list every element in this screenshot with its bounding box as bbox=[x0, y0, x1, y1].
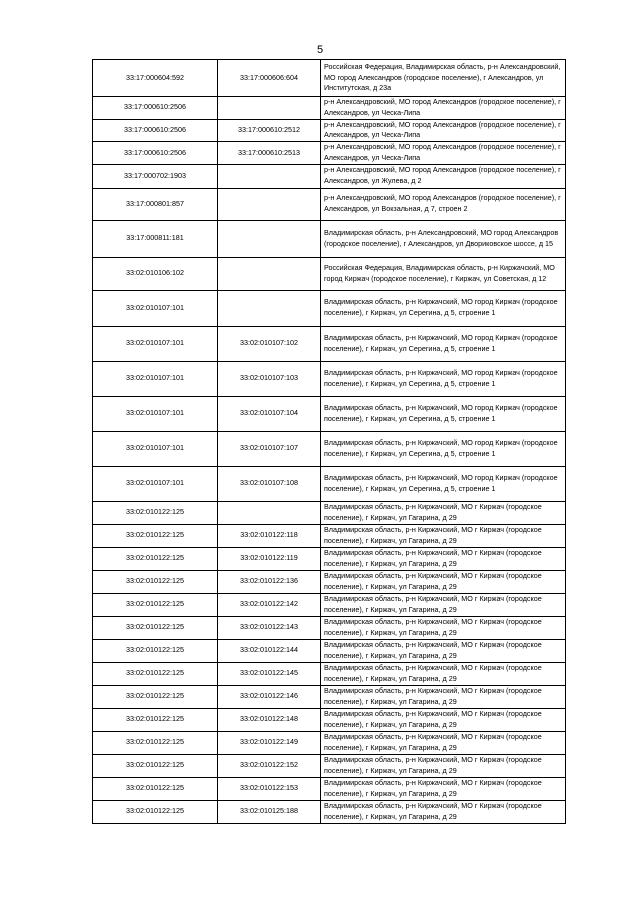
parent-cadastral-number: 33:02:010122:125 bbox=[93, 685, 218, 708]
parent-cadastral-number: 33:02:010122:125 bbox=[93, 616, 218, 639]
address-cell: Владимирская область, р-н Киржачский, МО город Киржач (городское поселение), г Киржач, ул Серегина, д 5, строение 1 bbox=[321, 431, 566, 466]
parent-cadastral-number: 33:02:010107:101 bbox=[93, 396, 218, 431]
child-cadastral-number bbox=[218, 188, 321, 220]
address-cell: Российская Федерация, Владимирская область, р-н Киржачский, МО город Киржач (городское поселение), г Киржач, ул Советская, д 12 bbox=[321, 257, 566, 290]
child-cadastral-number bbox=[218, 220, 321, 257]
parent-cadastral-number: 33:02:010107:101 bbox=[93, 361, 218, 396]
address-cell: Владимирская область, р-н Киржачский, МО г Киржач (городское поселение), г Киржач, ул Гагарина, д 29 bbox=[321, 708, 566, 731]
address-cell: Владимирская область, р-н Киржачский, МО г Киржач (городское поселение), г Киржач, ул Гагарина, д 29 bbox=[321, 616, 566, 639]
parent-cadastral-number: 33:02:010122:125 bbox=[93, 524, 218, 547]
parent-cadastral-number: 33:02:010122:125 bbox=[93, 501, 218, 524]
child-cadastral-number: 33:02:010122:136 bbox=[218, 570, 321, 593]
table-row bbox=[93, 361, 566, 396]
child-cadastral-number: 33:02:010107:107 bbox=[218, 431, 321, 466]
child-cadastral-number: 33:02:010107:103 bbox=[218, 361, 321, 396]
parent-cadastral-number: 33:02:010122:125 bbox=[93, 639, 218, 662]
table-row bbox=[93, 257, 566, 290]
table-row bbox=[93, 731, 566, 754]
address-cell: Владимирская область, р-н Киржачский, МО г Киржач (городское поселение), г Киржач, ул Гагарина, д 29 bbox=[321, 662, 566, 685]
parent-cadastral-number: 33:02:010122:125 bbox=[93, 662, 218, 685]
parent-cadastral-number: 33:02:010122:125 bbox=[93, 731, 218, 754]
child-cadastral-number: 33:02:010122:142 bbox=[218, 593, 321, 616]
address-cell: Владимирская область, р-н Киржачский, МО город Киржач (городское поселение), г Киржач, ул Серегина, д 5, строение 1 bbox=[321, 361, 566, 396]
parent-cadastral-number: 33:17:000610:2506 bbox=[93, 119, 218, 142]
address-cell: Владимирская область, р-н Киржачский, МО г Киржач (городское поселение), г Киржач, ул Гагарина, д 29 bbox=[321, 593, 566, 616]
table-row bbox=[93, 639, 566, 662]
parent-cadastral-number: 33:02:010122:125 bbox=[93, 777, 218, 800]
child-cadastral-number: 33:17:000606:604 bbox=[218, 60, 321, 97]
address-cell: р-н Александровский, МО город Александров (городское поселение), г Александров, ул Жулева, д 2 bbox=[321, 164, 566, 188]
table-row bbox=[93, 97, 566, 120]
child-cadastral-number bbox=[218, 164, 321, 188]
table-row bbox=[93, 396, 566, 431]
parent-cadastral-number: 33:17:000702:1903 bbox=[93, 164, 218, 188]
table-row bbox=[93, 290, 566, 326]
parent-cadastral-number: 33:17:000811:181 bbox=[93, 220, 218, 257]
child-cadastral-number: 33:02:010122:152 bbox=[218, 754, 321, 777]
address-cell: Владимирская область, р-н Киржачский, МО г Киржач (городское поселение), г Киржач, ул Гагарина, д 29 bbox=[321, 731, 566, 754]
parent-cadastral-number: 33:02:010107:101 bbox=[93, 431, 218, 466]
parent-cadastral-number: 33:02:010107:101 bbox=[93, 326, 218, 361]
parent-cadastral-number: 33:17:000610:2506 bbox=[93, 142, 218, 165]
table-row bbox=[93, 570, 566, 593]
address-cell: Владимирская область, р-н Киржачский, МО город Киржач (городское поселение), г Киржач, ул Серегина, д 5, строение 1 bbox=[321, 396, 566, 431]
table-row bbox=[93, 431, 566, 466]
address-cell: р-н Александровский, МО город Александров (городское поселение), г Александров, ул Ческа-Липа bbox=[321, 97, 566, 120]
parent-cadastral-number: 33:17:000610:2506 bbox=[93, 97, 218, 120]
table-body bbox=[93, 60, 566, 824]
table-row bbox=[93, 708, 566, 731]
parent-cadastral-number: 33:02:010122:125 bbox=[93, 754, 218, 777]
table-row bbox=[93, 593, 566, 616]
table-row bbox=[93, 524, 566, 547]
parent-cadastral-number: 33:02:010122:125 bbox=[93, 708, 218, 731]
address-cell: Владимирская область, р-н Александровский, МО город Александров (городское поселение), г Александров, ул Двориковское шоссе, д 15 bbox=[321, 220, 566, 257]
child-cadastral-number: 33:02:010122:119 bbox=[218, 547, 321, 570]
table-row bbox=[93, 616, 566, 639]
address-cell: Владимирская область, р-н Киржачский, МО город Киржач (городское поселение), г Киржач, ул Серегина, д 5, строение 1 bbox=[321, 290, 566, 326]
address-cell: Владимирская область, р-н Киржачский, МО г Киржач (городское поселение), г Киржач, ул Гагарина, д 29 bbox=[321, 754, 566, 777]
child-cadastral-number bbox=[218, 97, 321, 120]
table-row bbox=[93, 142, 566, 165]
child-cadastral-number bbox=[218, 257, 321, 290]
address-cell: р-н Александровский, МО город Александров (городское поселение), г Александров, ул Ческа-Липа bbox=[321, 142, 566, 165]
parent-cadastral-number: 33:02:010107:101 bbox=[93, 290, 218, 326]
address-cell: Владимирская область, р-н Киржачский, МО г Киржач (городское поселение), г Киржач, ул Гагарина, д 29 bbox=[321, 570, 566, 593]
table-row bbox=[93, 188, 566, 220]
address-cell: Владимирская область, р-н Киржачский, МО г Киржач (городское поселение), г Киржач, ул Гагарина, д 29 bbox=[321, 800, 566, 823]
address-cell: Владимирская область, р-н Киржачский, МО г Киржач (городское поселение), г Киржач, ул Гагарина, д 29 bbox=[321, 524, 566, 547]
table-row bbox=[93, 662, 566, 685]
table-row bbox=[93, 220, 566, 257]
address-cell: Владимирская область, р-н Киржачский, МО город Киржач (городское поселение), г Киржач, ул Серегина, д 5, строение 1 bbox=[321, 326, 566, 361]
child-cadastral-number: 33:02:010122:148 bbox=[218, 708, 321, 731]
child-cadastral-number: 33:02:010107:104 bbox=[218, 396, 321, 431]
child-cadastral-number: 33:17:000610:2512 bbox=[218, 119, 321, 142]
child-cadastral-number: 33:02:010125:188 bbox=[218, 800, 321, 823]
parent-cadastral-number: 33:02:010122:125 bbox=[93, 570, 218, 593]
child-cadastral-number: 33:02:010122:145 bbox=[218, 662, 321, 685]
table-row bbox=[93, 800, 566, 823]
parent-cadastral-number: 33:02:010122:125 bbox=[93, 547, 218, 570]
table-row bbox=[93, 119, 566, 142]
child-cadastral-number: 33:17:000610:2513 bbox=[218, 142, 321, 165]
cadastral-table bbox=[92, 59, 566, 824]
child-cadastral-number bbox=[218, 501, 321, 524]
address-cell: Владимирская область, р-н Киржачский, МО г Киржач (городское поселение), г Киржач, ул Гагарина, д 29 bbox=[321, 685, 566, 708]
parent-cadastral-number: 33:02:010107:101 bbox=[93, 466, 218, 501]
child-cadastral-number: 33:02:010107:102 bbox=[218, 326, 321, 361]
parent-cadastral-number: 33:02:010122:125 bbox=[93, 800, 218, 823]
child-cadastral-number: 33:02:010107:108 bbox=[218, 466, 321, 501]
child-cadastral-number: 33:02:010122:146 bbox=[218, 685, 321, 708]
address-cell: Владимирская область, р-н Киржачский, МО г Киржач (городское поселение), г Киржач, ул Гагарина, д 29 bbox=[321, 501, 566, 524]
address-cell: Российская Федерация, Владимирская область, р-н Александровский, МО город Александров (городское поселение), г Александров, ул Институтская, д 23а bbox=[321, 60, 566, 97]
parent-cadastral-number: 33:17:000604:592 bbox=[93, 60, 218, 97]
table-row bbox=[93, 466, 566, 501]
address-cell: Владимирская область, р-н Киржачский, МО город Киржач (городское поселение), г Киржач, ул Серегина, д 5, строение 1 bbox=[321, 466, 566, 501]
page-number: 5 bbox=[316, 44, 324, 56]
child-cadastral-number: 33:02:010122:143 bbox=[218, 616, 321, 639]
child-cadastral-number: 33:02:010122:144 bbox=[218, 639, 321, 662]
child-cadastral-number: 33:02:010122:153 bbox=[218, 777, 321, 800]
child-cadastral-number bbox=[218, 290, 321, 326]
parent-cadastral-number: 33:17:000801:857 bbox=[93, 188, 218, 220]
address-cell: р-н Александровский, МО город Александров (городское поселение), г Александров, ул Вокзальная, д 7, строен 2 bbox=[321, 188, 566, 220]
table-row bbox=[93, 754, 566, 777]
table-row bbox=[93, 501, 566, 524]
parent-cadastral-number: 33:02:010106:102 bbox=[93, 257, 218, 290]
table-row bbox=[93, 777, 566, 800]
address-cell: Владимирская область, р-н Киржачский, МО г Киржач (городское поселение), г Киржач, ул Гагарина, д 29 bbox=[321, 639, 566, 662]
table-row bbox=[93, 164, 566, 188]
address-cell: Владимирская область, р-н Киржачский, МО г Киржач (городское поселение), г Киржач, ул Гагарина, д 29 bbox=[321, 777, 566, 800]
parent-cadastral-number: 33:02:010122:125 bbox=[93, 593, 218, 616]
table-row bbox=[93, 326, 566, 361]
table-row bbox=[93, 547, 566, 570]
address-cell: Владимирская область, р-н Киржачский, МО г Киржач (городское поселение), г Киржач, ул Гагарина, д 29 bbox=[321, 547, 566, 570]
child-cadastral-number: 33:02:010122:149 bbox=[218, 731, 321, 754]
table-row bbox=[93, 685, 566, 708]
child-cadastral-number: 33:02:010122:118 bbox=[218, 524, 321, 547]
table-row bbox=[93, 60, 566, 97]
address-cell: р-н Александровский, МО город Александров (городское поселение), г Александров, ул Ческа-Липа bbox=[321, 119, 566, 142]
